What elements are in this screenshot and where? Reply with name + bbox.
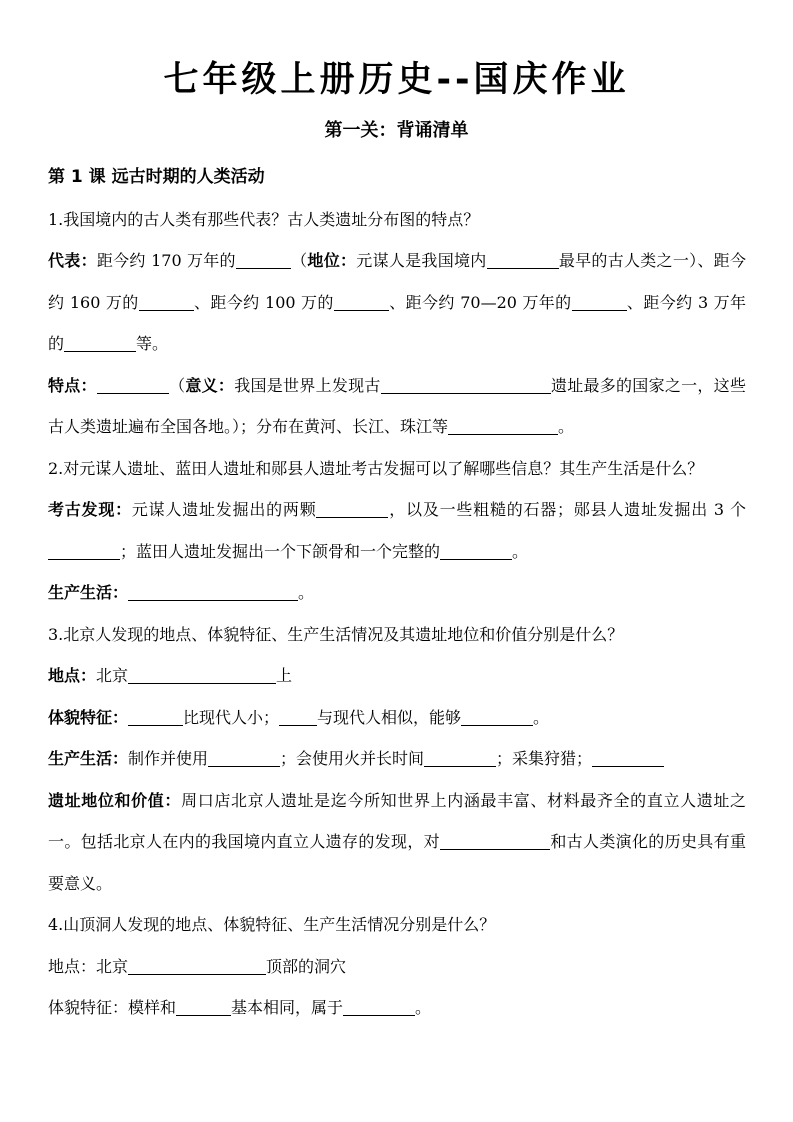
question-1: 1.我国境内的古人类有那些代表？古人类遗址分布图的特点？ — [48, 209, 480, 229]
q3-value-label: 遗址地位和价值： — [48, 790, 182, 810]
q2-life-label: 生产生活： — [48, 583, 129, 602]
answer-blank[interactable] — [448, 416, 558, 435]
answer-blank[interactable] — [139, 292, 194, 311]
q1-feat-label: 特点： — [48, 375, 97, 395]
answer-blank[interactable] — [128, 665, 276, 684]
answer-blank[interactable] — [424, 748, 496, 767]
answer-blank[interactable] — [487, 250, 559, 269]
answer-blank[interactable] — [316, 499, 388, 518]
q1-meaning-label: 意义： — [185, 375, 235, 395]
q2-archaeology: 考古发现：元谋人遗址发掘出的两颗 ，以及一些粗糙的石器；郧县人遗址发掘出 3 个；蓝田人遗址发掘出一个下颌骨和一个完整的 。 — [48, 500, 746, 561]
answer-blank[interactable] — [236, 250, 291, 269]
question-2: 2.对元谋人遗址、蓝田人遗址和郧县人遗址考古发掘可以了解哪些信息？其生产生活是什么？ — [48, 458, 704, 478]
answer-blank[interactable] — [128, 956, 266, 975]
q3-body-label: 体貌特征： — [48, 707, 129, 727]
page-title: 七年级上册历史--国庆作业 — [163, 60, 630, 100]
answer-blank[interactable] — [128, 707, 183, 726]
q3-place: 地点：北京 上 — [48, 666, 293, 685]
answer-blank[interactable] — [208, 748, 280, 767]
answer-blank[interactable] — [97, 375, 169, 394]
worksheet-body — [48, 157, 746, 1029]
answer-blank[interactable] — [592, 748, 664, 767]
answer-blank[interactable] — [128, 582, 298, 601]
q3-place-label: 地点： — [48, 666, 97, 685]
lesson-heading: 第 1 课 远古时期的人类活动 — [48, 167, 265, 187]
answer-blank[interactable] — [572, 292, 627, 311]
q3-life: 生产生活：制作并使用 ；会使用火并长时间 ；采集狩猎； — [48, 738, 746, 780]
answer-blank[interactable] — [461, 707, 533, 726]
answer-blank[interactable] — [440, 541, 512, 560]
q3-life-label: 生产生活： — [48, 749, 129, 768]
answer-blank[interactable] — [343, 997, 415, 1016]
q4-body: 体貌特征：模样和 基本相同，属于 。 — [48, 998, 432, 1017]
answer-blank[interactable] — [440, 831, 550, 850]
answer-blank[interactable] — [279, 707, 317, 726]
q1-features: 特点： （意义：我国是世界上发现古 遗址最多的国家之一，这些古人类遗址遍布全国各地。）；分布在黄河、长江、珠江等 。 — [48, 375, 746, 436]
q1-representatives: 代表：距今约 170 万年的 （地位：元谋人是我国境内 最早的古人类之一）、距今约 160 万的 、距今约 100 万的 、距今约 70—20 万年的 、距今约 3 万年的 等。 — [48, 251, 746, 353]
question-3: 3.北京人发现的地点、体貌特征、生产生活情况及其遗址地位和价值分别是什么？ — [48, 624, 624, 644]
answer-blank[interactable] — [48, 541, 120, 560]
q2-life: 生产生活： 。 — [48, 583, 315, 602]
section-subtitle: 第一关：背诵清单 — [324, 120, 469, 141]
q1-status-label: 地位： — [307, 251, 357, 270]
q3-body: 体貌特征： 比现代人小； 与现代人相似，能够 。 — [48, 707, 550, 727]
q1-rep-label: 代表： — [48, 251, 97, 270]
answer-blank[interactable] — [64, 333, 136, 352]
q2-arch-label: 考古发现： — [48, 500, 132, 519]
q3-value: 遗址地位和价值：周口店北京人遗址是迄今所知世界上内涵最丰富、材料最齐全的直立人遗址之一。包括北京人在内的我国境内直立人遗存的发现，对 和古人类演化的历史具有重要意义。 — [48, 790, 746, 893]
answer-blank[interactable] — [381, 375, 551, 394]
question-4: 4.山顶洞人发现的地点、体貌特征、生产生活情况分别是什么？ — [48, 915, 496, 934]
answer-blank[interactable] — [334, 292, 389, 311]
q4-place: 地点：北京 顶部的洞穴 — [48, 956, 347, 976]
answer-blank[interactable] — [176, 997, 231, 1016]
